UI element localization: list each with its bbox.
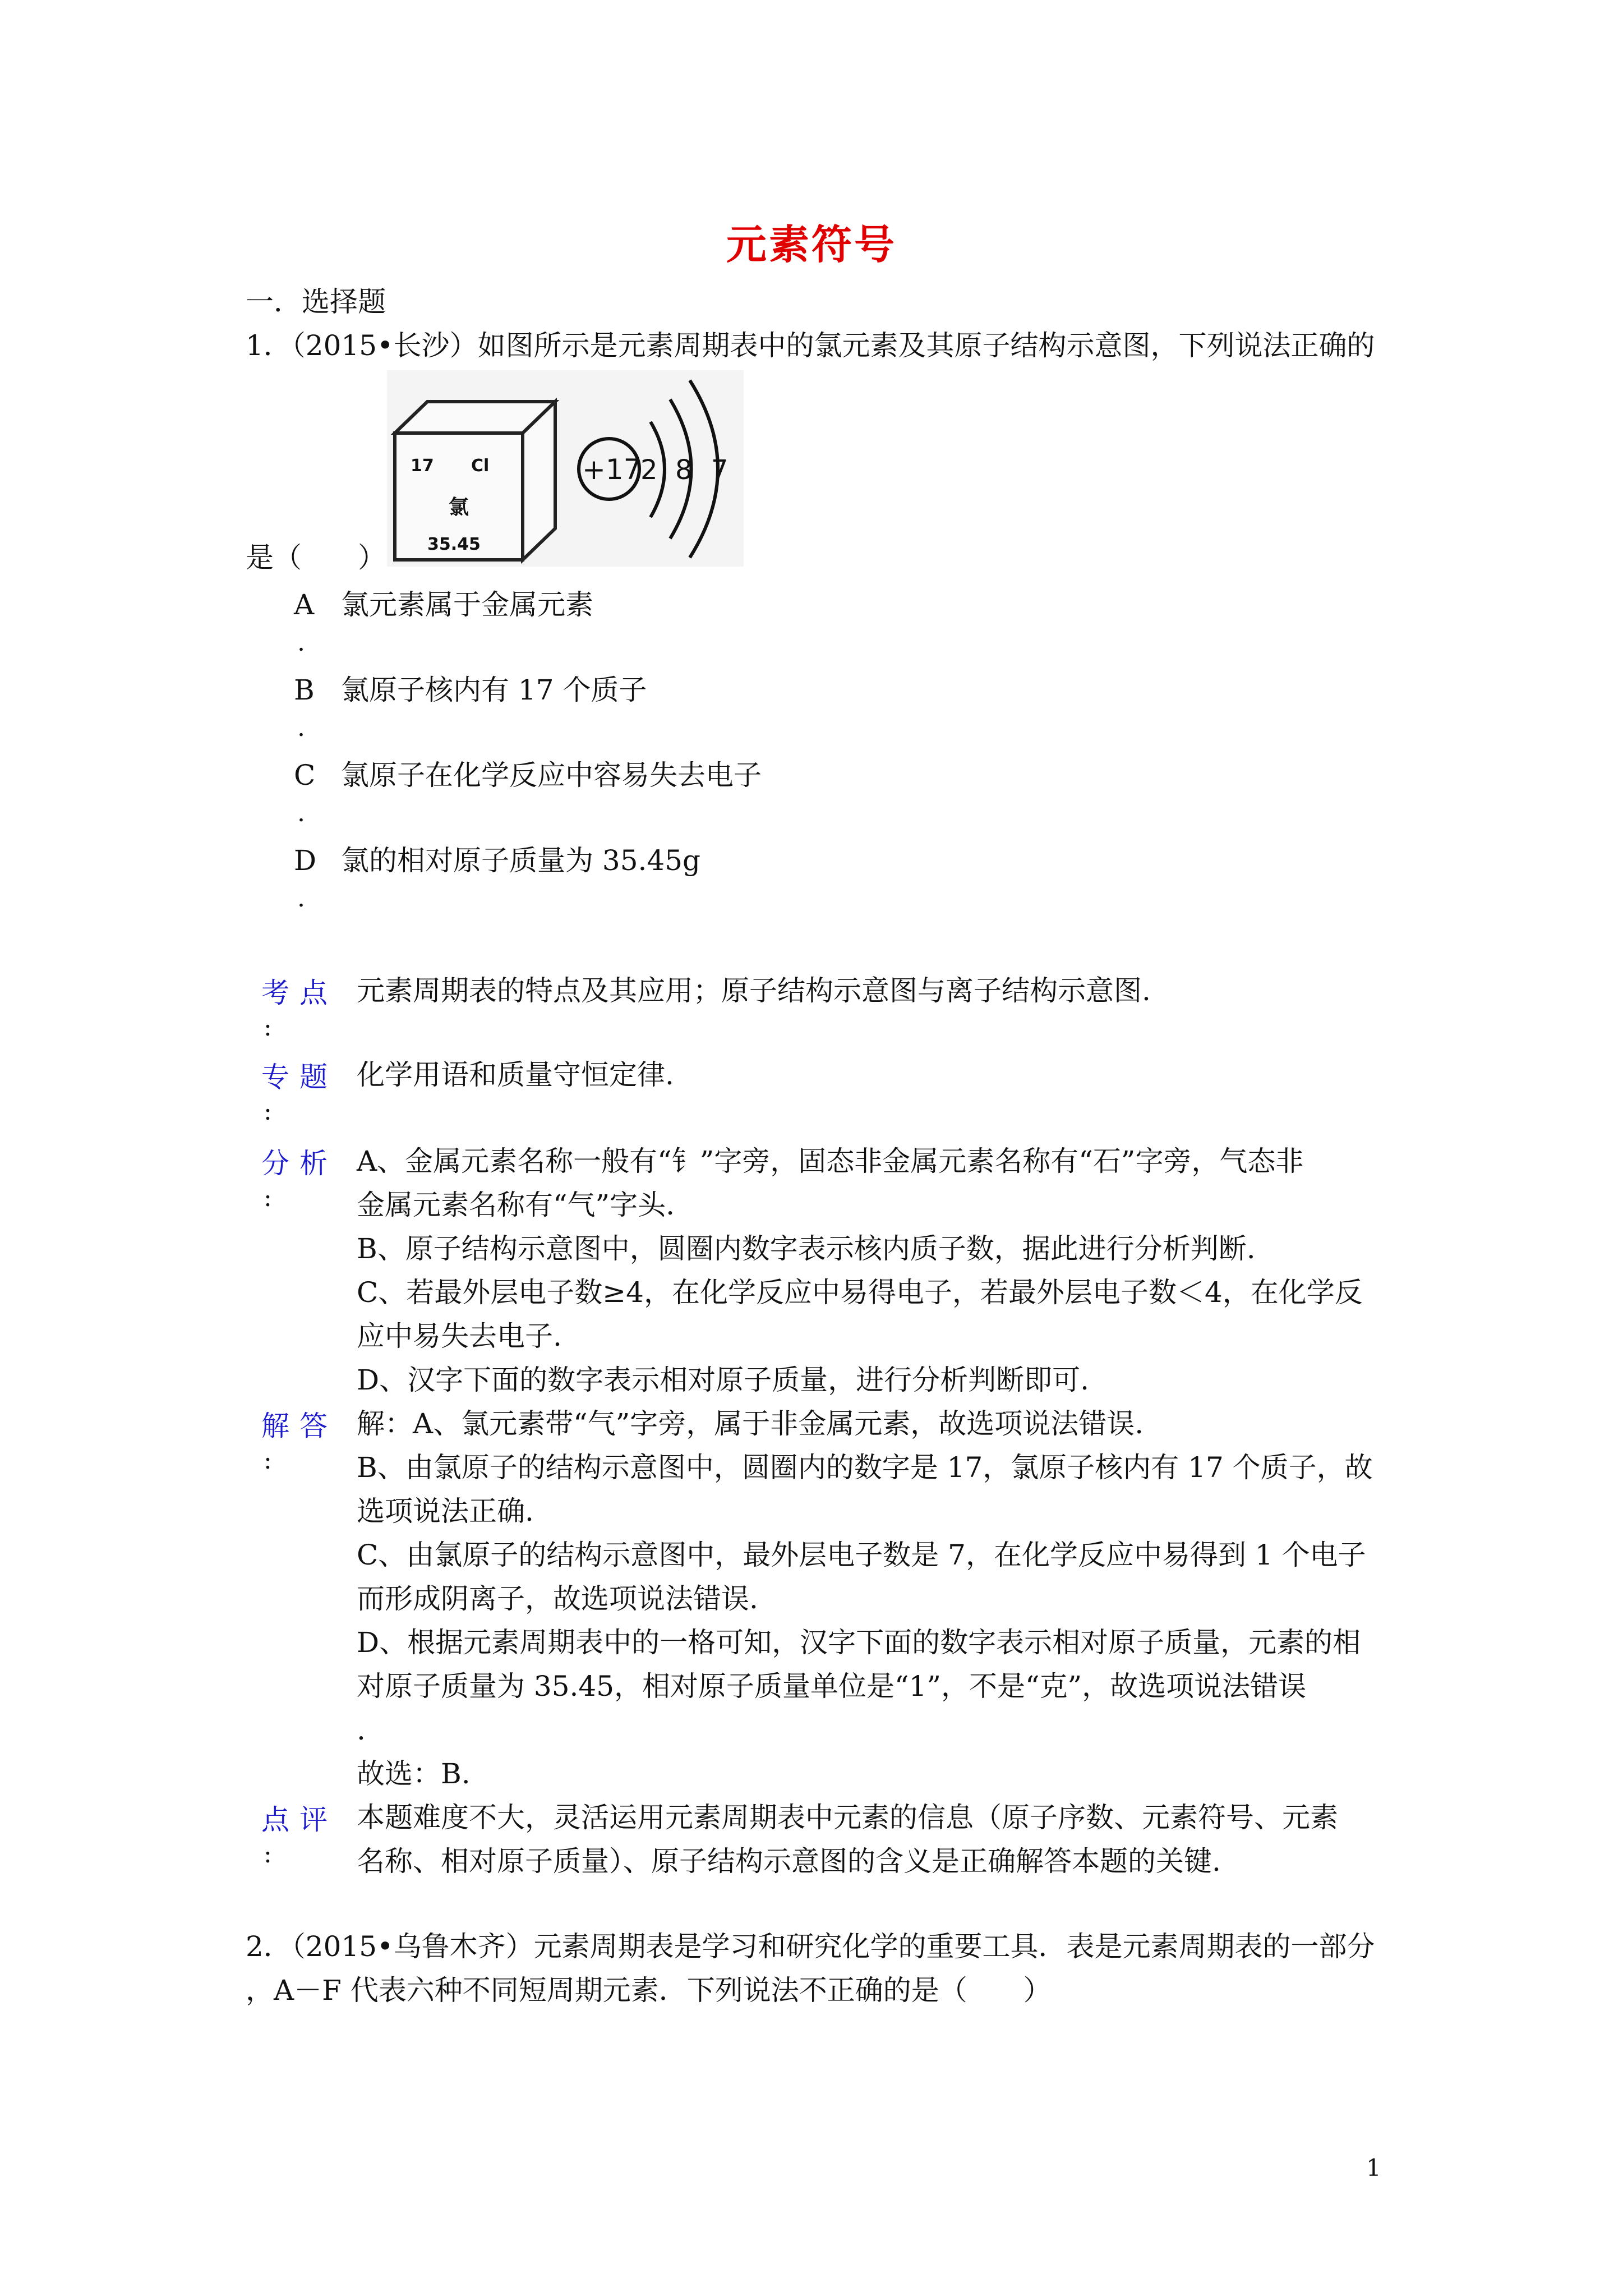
label-fenxi: 分析	[261, 1147, 338, 1180]
chlorine-figure	[387, 370, 744, 567]
question-1-stem-line-1: 1．（2015•长沙）如图所示是元素周期表中的氯元素及其原子结构示意图，下列说法正确的	[246, 329, 1375, 362]
question-2-line-1: 2．（2015•乌鲁木齐）元素周期表是学习和研究化学的重要工具．表是元素周期表的一部分	[246, 1930, 1375, 1963]
shell-1-electrons: 2	[640, 454, 658, 486]
option-b-text: 氯原子核内有 17 个质子	[341, 674, 647, 706]
fenxi-line: B、原子结构示意图中，圆圈内数字表示核内质子数，据此进行分析判断.	[357, 1232, 1256, 1265]
fenxi-line: D、汉字下面的数字表示相对原子质量，进行分析判断即可.	[357, 1364, 1089, 1396]
jieda-line: C、由氯原子的结构示意图中，最外层电子数是 7，在化学反应中易得到 1 个电子	[357, 1539, 1366, 1571]
label-fenxi-colon: :	[264, 1184, 272, 1212]
option-c-text: 氯原子在化学反应中容易失去电子	[341, 759, 762, 792]
question-1-stem-line-2: 是（ ）	[246, 541, 386, 574]
option-a-dot: .	[297, 628, 305, 657]
cell-atomic-number: 17	[411, 456, 434, 476]
label-dianping: 点评	[261, 1803, 338, 1836]
zhuanti-text: 化学用语和质量守恒定律.	[357, 1059, 674, 1091]
label-zhuanti: 专题	[261, 1061, 338, 1093]
option-b-dot: .	[297, 714, 305, 742]
jieda-line: 故选：B.	[357, 1757, 471, 1790]
section-heading: 一．选择题	[246, 286, 386, 318]
option-d-dot: .	[297, 884, 305, 913]
option-c-key: C	[294, 759, 316, 792]
label-kaodian-colon: :	[264, 1013, 272, 1042]
label-jieda: 解答	[261, 1410, 338, 1442]
fenxi-line: C、若最外层电子数≥4，在化学反应中易得电子，若最外层电子数＜4，在化学反	[357, 1276, 1363, 1309]
fenxi-line: A、金属元素名称一般有“钅”字旁，固态非金属元素名称有“石”字旁，气态非	[357, 1145, 1304, 1177]
option-d-text: 氯的相对原子质量为 35.45g	[341, 844, 701, 877]
shell-3-electrons: 7	[711, 454, 728, 486]
label-dianping-colon: :	[264, 1840, 272, 1869]
option-a-key: A	[294, 588, 315, 621]
shell-2-electrons: 8	[675, 454, 693, 486]
cell-mass: 35.45	[427, 535, 481, 554]
option-a-text: 氯元素属于金属元素	[341, 588, 593, 621]
option-c-dot: .	[297, 799, 305, 827]
option-b-key: B	[294, 674, 315, 706]
label-kaodian: 考点	[261, 977, 338, 1009]
jieda-line: 解：A、氯元素带“气”字旁，属于非金属元素，故选项说法错误.	[357, 1407, 1144, 1440]
option-d-key: D	[294, 844, 317, 877]
page-number: 1	[1366, 2154, 1381, 2182]
jieda-line: B、由氯原子的结构示意图中，圆圈内的数字是 17，氯原子核内有 17 个质子，故	[357, 1451, 1373, 1484]
nucleus-charge: +17	[582, 453, 642, 486]
question-2-line-2: ，A－F 代表六种不同短周期元素．下列说法不正确的是（ ）	[246, 1974, 1052, 2007]
jieda-line: 选项说法正确.	[357, 1495, 534, 1527]
cell-symbol: Cl	[471, 456, 490, 476]
kaodian-text: 元素周期表的特点及其应用；原子结构示意图与离子结构示意图.	[357, 974, 1151, 1007]
fenxi-line: 金属元素名称有“气”字头.	[357, 1189, 675, 1221]
document-title: 元素符号	[726, 220, 897, 268]
jieda-line: .	[357, 1714, 366, 1746]
fenxi-line: 应中易失去电子.	[357, 1320, 562, 1352]
label-jieda-colon: :	[264, 1446, 272, 1475]
jieda-line: D、根据元素周期表中的一格可知，汉字下面的数字表示相对原子质量，元素的相	[357, 1626, 1361, 1659]
dianping-line: 本题难度不大，灵活运用元素周期表中元素的信息（原子序数、元素符号、元素	[357, 1801, 1338, 1834]
dianping-line: 名称、相对原子质量）、原子结构示意图的含义是正确解答本题的关键.	[357, 1845, 1221, 1878]
label-zhuanti-colon: :	[264, 1097, 272, 1126]
jieda-line: 而形成阴离子，故选项说法错误.	[357, 1582, 758, 1615]
jieda-line: 对原子质量为 35.45，相对原子质量单位是“1”，不是“克”，故选项说法错误	[357, 1670, 1307, 1703]
cell-element-name: 氯	[449, 496, 469, 519]
